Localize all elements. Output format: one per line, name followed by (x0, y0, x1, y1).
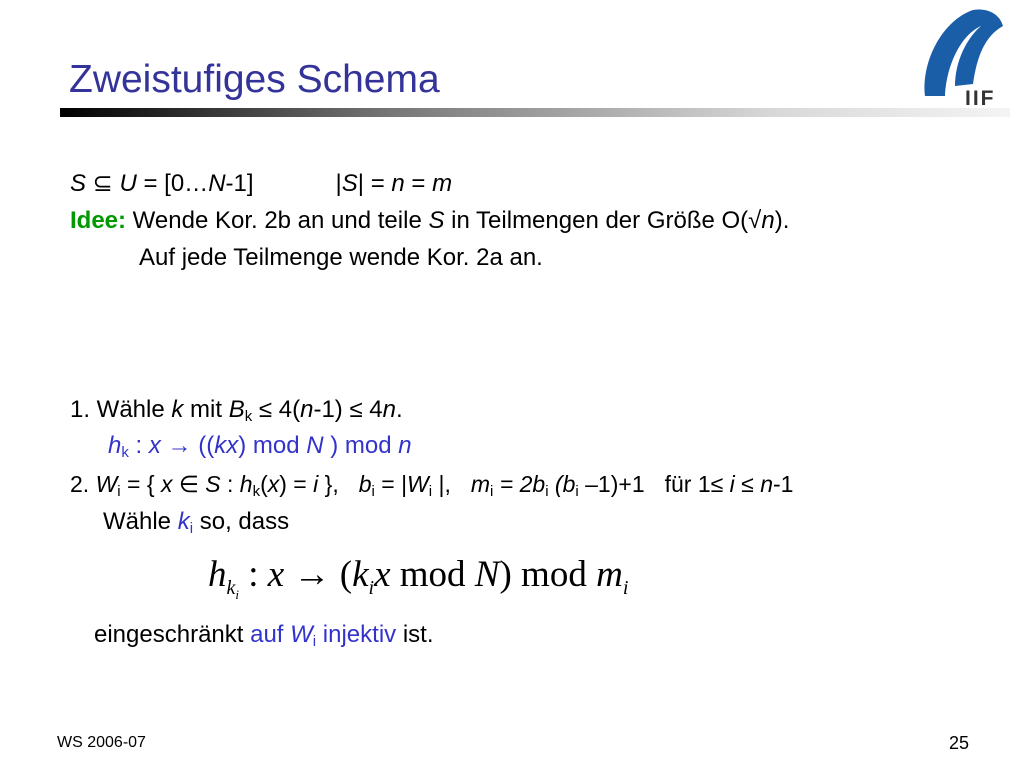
var-h: h (239, 471, 253, 497)
slide-title: Zweistufiges Schema (69, 58, 440, 101)
colon: : (239, 554, 268, 595)
idea-label: Idee: (70, 207, 127, 234)
var-N: N (306, 432, 324, 459)
step-1-prefix: 1. Wähle (70, 396, 172, 423)
le-symbol: ≤ (734, 471, 761, 497)
subscript-i: i (428, 483, 433, 500)
abs-close: |, (432, 471, 451, 497)
mod-text: ) mod (238, 432, 307, 459)
restricted-text: eingeschränkt (94, 621, 251, 648)
choose-ki-line (103, 508, 290, 537)
mod-text: mod (390, 554, 475, 595)
var-S: S (428, 207, 445, 234)
for-text: für 1≤ (664, 471, 730, 497)
subscript-i: i (117, 483, 121, 500)
var-k: k (352, 554, 369, 595)
subscript-i: i (371, 483, 375, 500)
period: . (396, 396, 403, 423)
abs-open: = | (374, 471, 408, 497)
abs-open: | (335, 170, 342, 197)
set-open: = { (120, 471, 161, 497)
var-i: i (622, 577, 629, 599)
var-x: x (160, 471, 173, 497)
subscript-k: k (244, 408, 253, 425)
restriction-line (94, 621, 434, 650)
var-i: i (235, 587, 240, 602)
abs-close: | = (357, 170, 392, 197)
range-text-end: -1] (225, 170, 254, 197)
minus-one: -1 (772, 471, 794, 497)
subscript-i: i (575, 483, 579, 500)
idea-continuation: Auf jede Teilmenge wende Kor. 2a an. (139, 244, 543, 271)
subscript-i: i (545, 483, 549, 500)
var-W: W (95, 471, 118, 497)
choose-text: Wähle (103, 508, 178, 535)
idea-text: Wende Kor. 2b an und teile (126, 207, 429, 234)
title-underline (60, 108, 1010, 117)
var-W: W (290, 621, 313, 648)
step-1-mit: mit (183, 396, 229, 423)
paren: ( (260, 471, 268, 497)
subscript-k: k (121, 444, 129, 461)
var-n: n (382, 396, 396, 423)
var-i: i (313, 471, 319, 497)
hash-function-formula (208, 554, 629, 602)
mod-text-2: ) mod (499, 554, 597, 595)
iif-logo (915, 6, 1005, 106)
var-h: h (108, 432, 122, 459)
colon: : (220, 471, 240, 497)
var-i: i (368, 577, 375, 599)
var-i: i (729, 471, 735, 497)
var-m: m (596, 554, 623, 595)
var-S: S (70, 170, 87, 197)
var-h: h (208, 554, 227, 595)
var-n: n (391, 170, 405, 197)
var-n: n (761, 207, 775, 234)
range-text: = [0… (136, 170, 209, 197)
var-m: m (432, 170, 453, 197)
ist-text: ist. (396, 621, 434, 648)
var-B: B (228, 396, 245, 423)
so-dass-text: so, dass (193, 508, 290, 535)
var-x: x (267, 471, 280, 497)
arrow: → (( (160, 432, 215, 459)
hash-function-k (108, 432, 412, 461)
var-b: b (358, 471, 372, 497)
step-1 (70, 396, 403, 425)
injective-text: injektiv (316, 621, 397, 648)
subscript-i: i (189, 520, 194, 537)
var-b: b (562, 471, 576, 497)
idea-line (70, 209, 789, 233)
tail-text: –1)+1 (578, 471, 645, 497)
paren-eq: ) = (279, 471, 314, 497)
idea-text-3: ). (774, 207, 790, 234)
var-k: k (177, 508, 190, 535)
logo-swoosh (925, 10, 1003, 96)
arrow: → ( (284, 554, 353, 595)
footer-semester: WS 2006-07 (57, 734, 146, 751)
subscript-k: k (252, 483, 261, 500)
logo-text: IIF (965, 87, 996, 106)
var-S: S (341, 170, 358, 197)
mod-text-2: ) mod (323, 432, 399, 459)
subscript-i: i (312, 633, 317, 650)
var-S: S (205, 471, 221, 497)
bound-text: ≤ 4( (252, 396, 301, 423)
var-N: N (208, 170, 226, 197)
var-x: x (267, 554, 285, 595)
var-kx: kx (214, 432, 239, 459)
var-n: n (300, 396, 314, 423)
colon: : (128, 432, 149, 459)
equals-2: = 2 (493, 471, 533, 497)
var-b: b (532, 471, 546, 497)
var-m: m (470, 471, 491, 497)
set-close: }, (318, 471, 339, 497)
var-N: N (474, 554, 500, 595)
step-2 (70, 471, 794, 500)
step-2-prefix: 2. (70, 471, 96, 497)
var-n: n (398, 432, 412, 459)
page-number: 25 (949, 733, 970, 753)
subseteq-symbol: ⊆ (86, 170, 120, 197)
element-of: ∈ (172, 471, 206, 497)
var-U: U (119, 170, 137, 197)
var-W: W (407, 471, 429, 497)
auf-text: auf (250, 621, 291, 648)
var-x: x (374, 554, 391, 595)
subscript-i: i (490, 483, 494, 500)
idea-text-2: in Teilmengen der Größe O(√ (444, 207, 762, 234)
var-n: n (760, 471, 773, 497)
set-definition-line (70, 172, 452, 196)
equals: = (404, 170, 433, 197)
var-k: k (226, 577, 236, 599)
var-k: k (171, 396, 184, 423)
paren: ( (548, 471, 563, 497)
var-x: x (148, 432, 161, 459)
bound-text-2: -1) ≤ 4 (313, 396, 383, 423)
